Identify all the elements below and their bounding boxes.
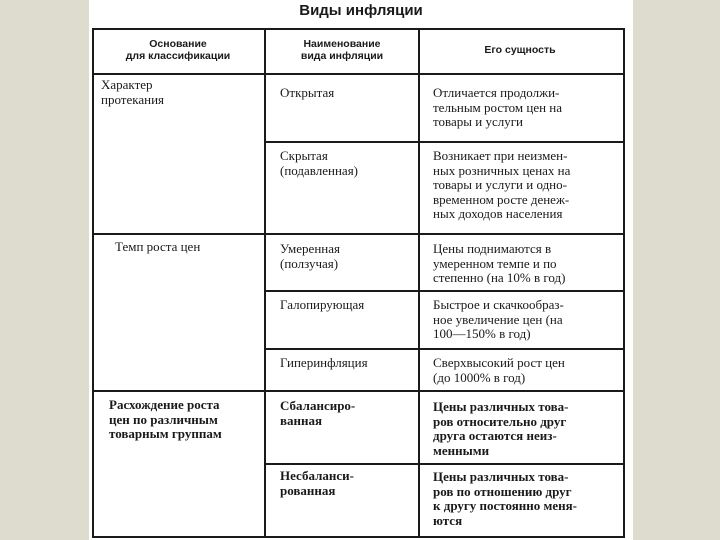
type-cell: Галопирующая	[280, 297, 365, 312]
header-basis: Основание для классификации	[125, 38, 231, 62]
rule	[264, 28, 266, 538]
essence-cell: Сверхвысокий рост цен (до 1000% в год)	[433, 355, 565, 385]
rule	[418, 28, 420, 538]
basis-cell: Темп роста цен	[115, 239, 201, 254]
page-title: Виды инфляции	[299, 2, 423, 19]
basis-cell: Характер протекания	[101, 77, 165, 107]
essence-cell: Отличается продолжи- тельным ростом цен на товары и услуги	[433, 85, 563, 130]
rule	[264, 290, 625, 292]
rule	[92, 390, 625, 392]
rule	[92, 73, 625, 75]
type-cell: Гиперинфляция	[280, 355, 368, 370]
essence-cell: Цены поднимаются в умеренном темпе и по степенно (на 10% в год)	[433, 241, 566, 286]
essence-cell: Цены различных това- ров относительно друг друга остаются неиз- менными	[433, 399, 569, 458]
type-cell: Сбалансиро- ванная	[280, 398, 356, 428]
header-name: Наименование вида инфляции	[300, 38, 384, 62]
type-cell: Умеренная (ползучая)	[280, 241, 340, 271]
header-essence: Его сущность	[484, 44, 556, 56]
type-cell: Открытая	[280, 85, 335, 100]
rule	[92, 28, 625, 30]
rule	[623, 28, 625, 538]
essence-cell: Быстрое и скачкообраз- ное увеличение цен (на 100—150% в год)	[433, 297, 564, 342]
rule	[92, 536, 625, 538]
rule	[264, 463, 625, 465]
scanned-page	[89, 0, 633, 540]
essence-cell: Возникает при неизмен- ных розничных ценах на товары и услуги и одно- временном росте денеж- ных доходов населения	[433, 148, 571, 222]
type-cell: Скрытая (подавленная)	[280, 148, 359, 178]
rule	[264, 141, 625, 143]
rule	[92, 28, 94, 538]
basis-cell: Расхождение роста цен по различным товарным группам	[109, 397, 222, 442]
rule	[92, 233, 625, 235]
type-cell: Несбаланси- рованная	[280, 468, 354, 498]
essence-cell: Цены различных това- ров по отношению друг к другу постоянно меня- ются	[433, 469, 577, 528]
rule	[264, 348, 625, 350]
